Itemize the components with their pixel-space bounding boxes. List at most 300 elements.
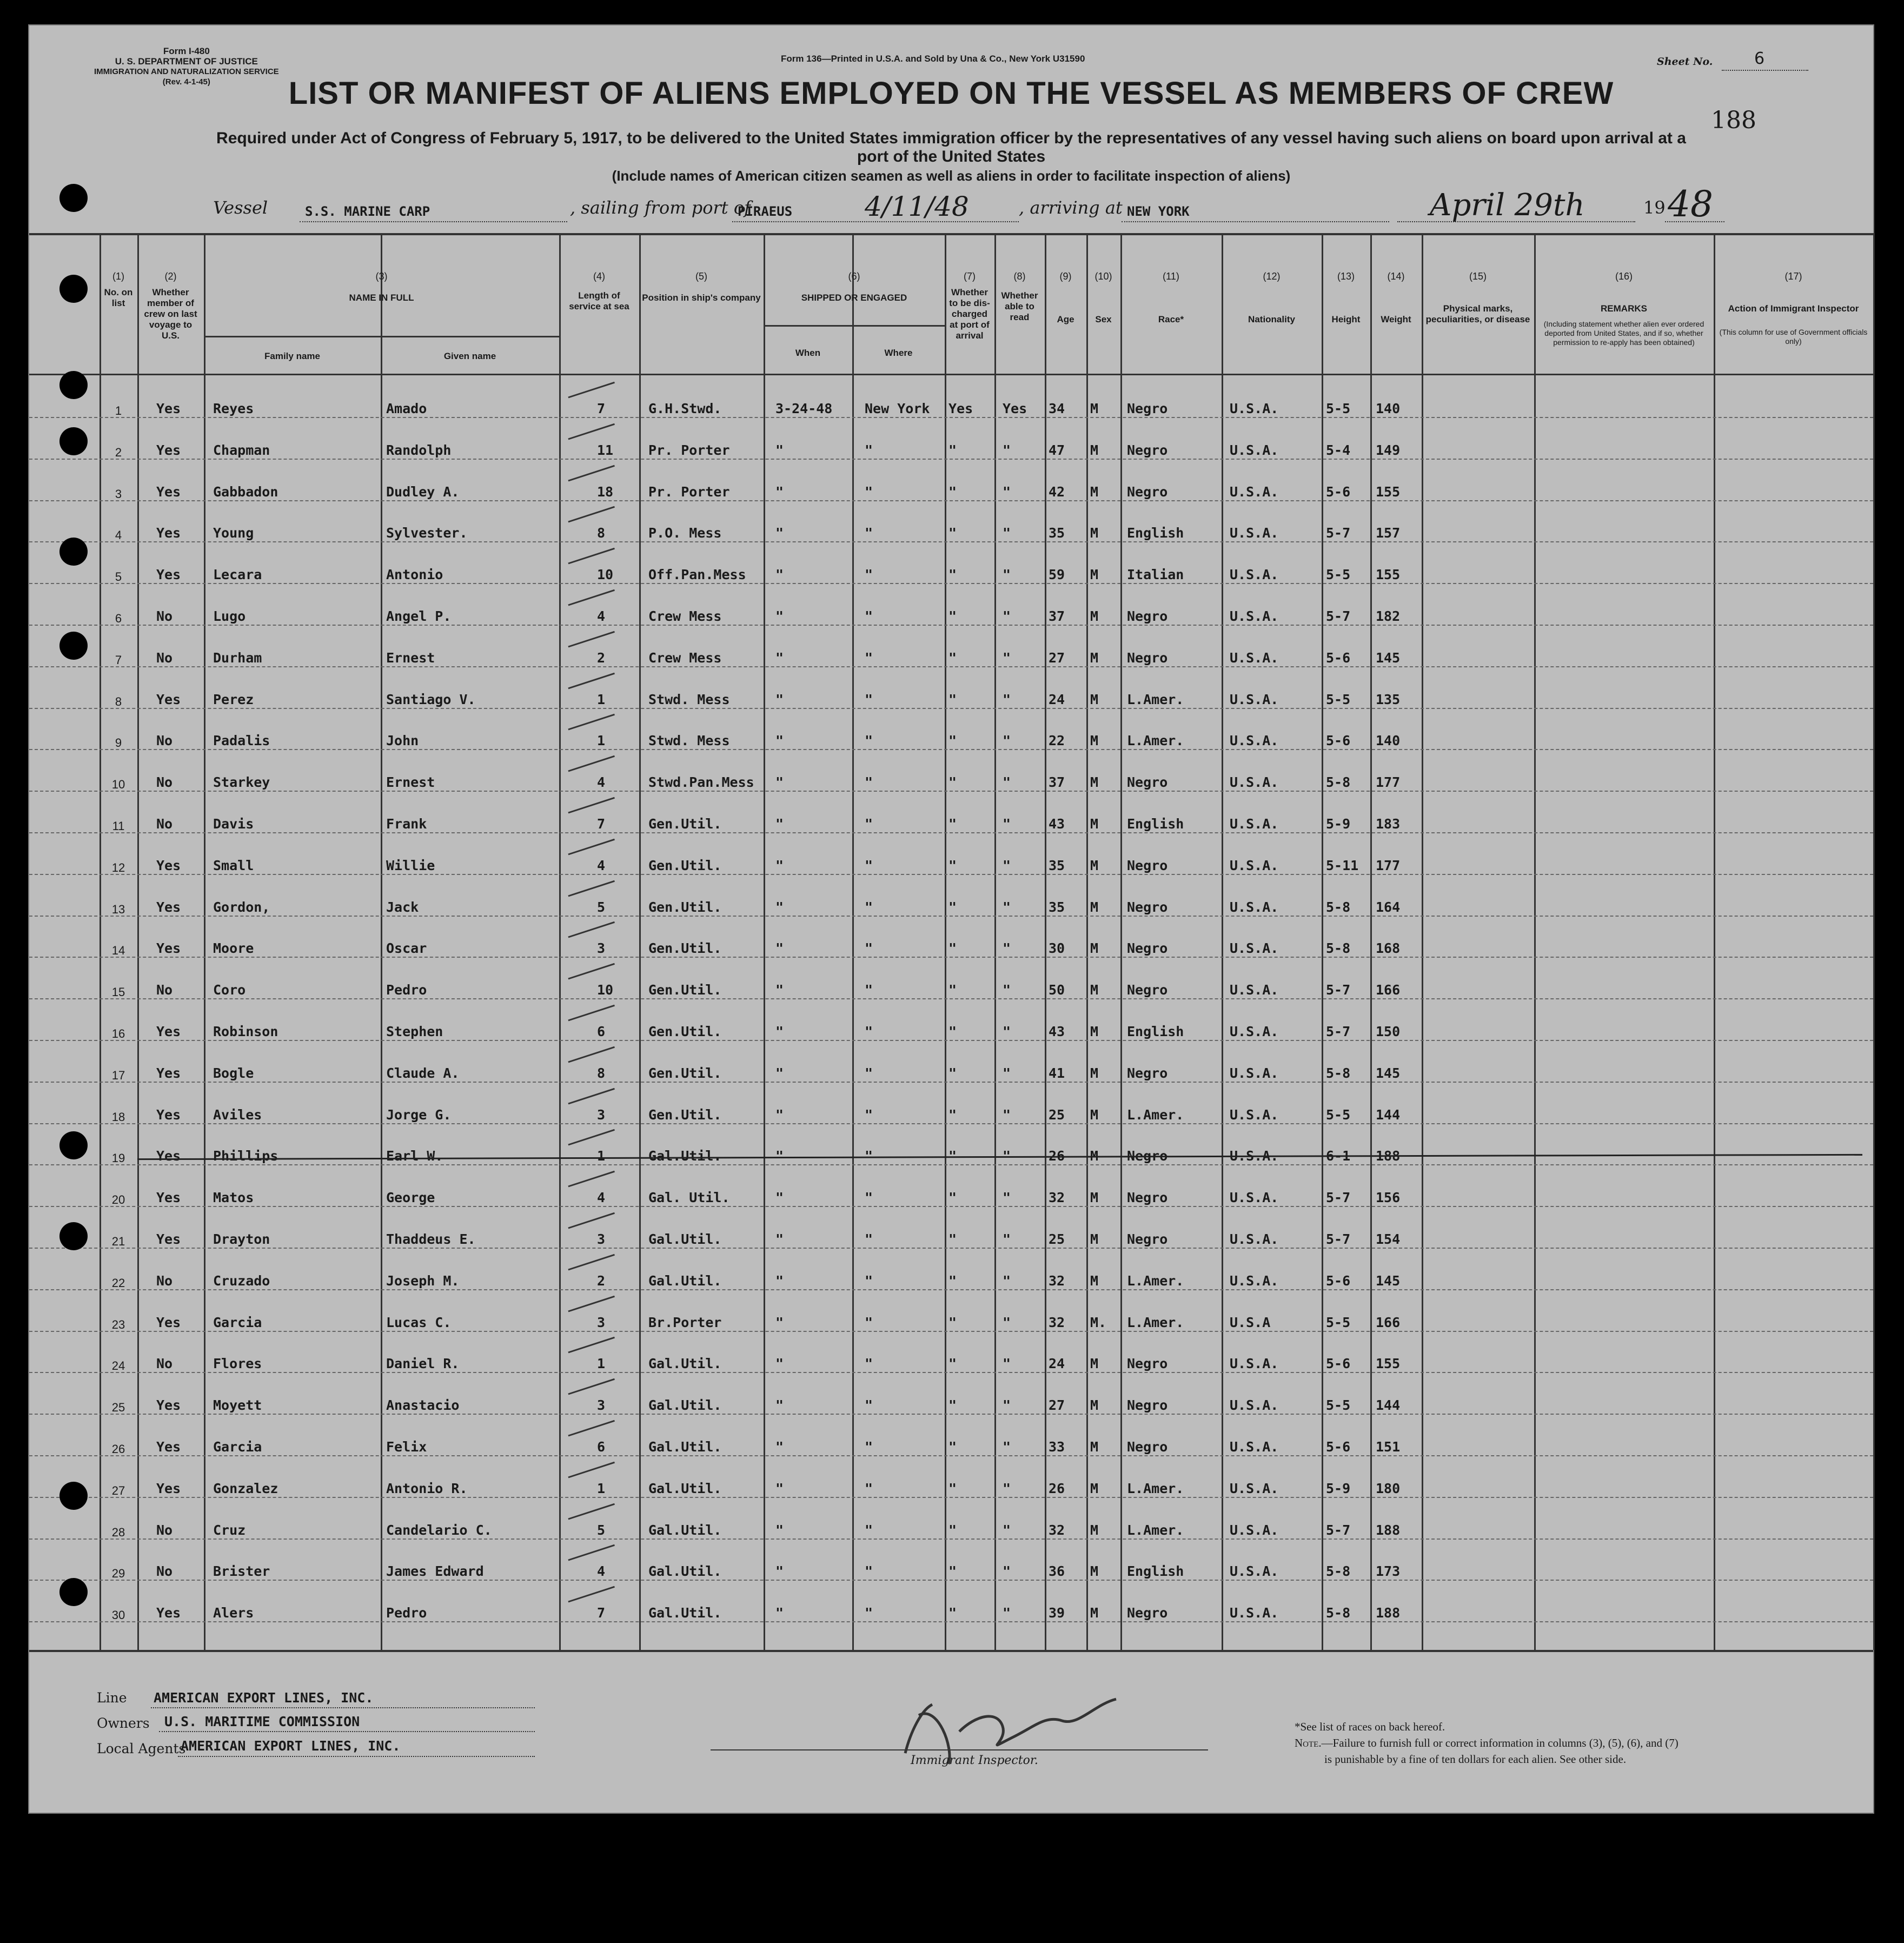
- table-row: [29, 634, 1873, 675]
- cell-weight: 157: [1376, 525, 1401, 541]
- cell-weight: 188: [1376, 1522, 1401, 1538]
- cell-nat: U.S.A.: [1230, 816, 1279, 832]
- cell-age: 30: [1049, 940, 1065, 957]
- cell-where: ": [865, 1190, 873, 1206]
- cell-family: Reyes: [213, 401, 254, 416]
- table-row: [29, 1091, 1873, 1132]
- cell-race: English: [1127, 525, 1184, 541]
- cell-family: Flores: [213, 1356, 262, 1372]
- cell-disch: ": [948, 1231, 957, 1247]
- row-number: 21: [111, 1235, 125, 1248]
- cell-where: New York: [865, 401, 930, 416]
- department-name: U. S. DEPARTMENT OF JUSTICE: [115, 56, 258, 67]
- cell-race: Negro: [1127, 1605, 1168, 1621]
- cell-when: ": [775, 1356, 784, 1372]
- cell-disch: ": [948, 857, 957, 873]
- cell-sex: M: [1090, 774, 1099, 791]
- cell-age: 43: [1049, 1024, 1065, 1039]
- arrival-date-line: [1397, 221, 1635, 222]
- cell-given: Pedro: [386, 982, 427, 998]
- cell-nat: U.S.A.: [1230, 442, 1279, 458]
- cell-read: ": [1003, 1605, 1011, 1621]
- cell-read: ": [1003, 940, 1011, 957]
- cell-race: Negro: [1127, 1439, 1168, 1455]
- table-row: [29, 841, 1873, 883]
- cell-given: Jack: [386, 899, 419, 915]
- cell-read: ": [1003, 1480, 1011, 1496]
- column-header: Height: [1331, 314, 1361, 324]
- column-header: Physical marks, peculiarities, or disease: [1425, 303, 1530, 324]
- crew-table: [29, 233, 1873, 1650]
- cell-weight: 140: [1376, 733, 1401, 749]
- cell-height: 5-5: [1326, 1397, 1351, 1414]
- port-from-line: [732, 221, 1019, 222]
- cell-disch: ": [948, 1106, 957, 1123]
- row-number: 10: [111, 778, 125, 792]
- cell-read: ": [1003, 567, 1011, 583]
- table-bottom-rule: [29, 1650, 1873, 1652]
- cell-last: No: [156, 774, 173, 791]
- punch-hole: [59, 1482, 88, 1510]
- cell-given: Santiago V.: [386, 691, 476, 707]
- cell-family: Moore: [213, 940, 254, 957]
- cell-race: Negro: [1127, 1231, 1168, 1247]
- cell-age: 32: [1049, 1272, 1065, 1289]
- cell-disch: ": [948, 1314, 957, 1330]
- table-row: [29, 1173, 1873, 1215]
- remarks-note: (Including statement whether alien ever ordered deported from United States, and if so, whether permission to re-apply has been obtained): [1543, 320, 1704, 347]
- check-tick: [568, 1087, 618, 1115]
- cell-height: 5-5: [1326, 1106, 1351, 1123]
- table-row: [29, 551, 1873, 592]
- cell-when: ": [775, 1563, 784, 1580]
- cell-age: 34: [1049, 401, 1065, 416]
- cell-disch: ": [948, 442, 957, 458]
- cell-sex: M: [1090, 1439, 1099, 1455]
- cell-position: Br.Porter: [648, 1314, 722, 1330]
- row-number: 23: [111, 1317, 125, 1331]
- cell-family: Garcia: [213, 1439, 262, 1455]
- cell-sex: M: [1090, 1065, 1099, 1081]
- cell-read: ": [1003, 525, 1011, 541]
- column-header: Position in ship's company: [642, 293, 761, 303]
- cell-age: 50: [1049, 982, 1065, 998]
- cell-read: ": [1003, 1397, 1011, 1414]
- cell-sex: M: [1090, 899, 1099, 915]
- sheet-number-line: [1722, 70, 1808, 71]
- cell-age: 43: [1049, 816, 1065, 832]
- cell-position: Crew Mess: [648, 649, 722, 666]
- cell-when: ": [775, 1397, 784, 1414]
- cell-where: ": [865, 608, 873, 624]
- cell-where: ": [865, 899, 873, 915]
- line-label: Line: [97, 1690, 127, 1706]
- agents-value: AMERICAN EXPORT LINES, INC.: [181, 1738, 401, 1754]
- table-row: [29, 509, 1873, 551]
- cell-service: 2: [597, 1272, 606, 1289]
- cell-height: 5-7: [1326, 1231, 1351, 1247]
- cell-last: Yes: [156, 857, 181, 873]
- cell-age: 39: [1049, 1605, 1065, 1621]
- vessel-line: [300, 221, 567, 222]
- table-row: [29, 1339, 1873, 1381]
- cell-given: Claude A.: [386, 1065, 460, 1081]
- cell-age: 59: [1049, 567, 1065, 583]
- cell-position: Gal.Util.: [648, 1272, 722, 1289]
- row-number: 25: [111, 1401, 125, 1415]
- cell-last: Yes: [156, 1231, 181, 1247]
- cell-weight: 140: [1376, 401, 1401, 416]
- cell-given: Daniel R.: [386, 1356, 460, 1372]
- cell-weight: 154: [1376, 1231, 1401, 1247]
- column-header: NAME IN FULL: [349, 293, 414, 303]
- cell-family: Padalis: [213, 733, 270, 749]
- table-row: [29, 592, 1873, 634]
- cell-read: ": [1003, 774, 1011, 791]
- cell-last: No: [156, 649, 173, 666]
- cell-when: ": [775, 1605, 784, 1621]
- page-stamp: 188: [1711, 107, 1756, 134]
- cell-service: 8: [597, 1065, 606, 1081]
- cell-read: ": [1003, 483, 1011, 500]
- cell-read: ": [1003, 1563, 1011, 1580]
- cell-height: 5-5: [1326, 691, 1351, 707]
- cell-when: ": [775, 1480, 784, 1496]
- cell-read: ": [1003, 1106, 1011, 1123]
- cell-nat: U.S.A.: [1230, 733, 1279, 749]
- penalty-note: [1295, 1735, 1679, 1750]
- cell-weight: 149: [1376, 442, 1401, 458]
- cell-race: Negro: [1127, 1065, 1168, 1081]
- cell-weight: 145: [1376, 649, 1401, 666]
- cell-nat: U.S.A.: [1230, 525, 1279, 541]
- cell-service: 3: [597, 940, 606, 957]
- cell-height: 5-8: [1326, 940, 1351, 957]
- cell-disch: ": [948, 899, 957, 915]
- cell-last: Yes: [156, 1480, 181, 1496]
- cell-position: Gen.Util.: [648, 940, 722, 957]
- cell-race: L.Amer.: [1127, 691, 1184, 707]
- cell-read: ": [1003, 1148, 1011, 1164]
- row-number: 15: [111, 985, 125, 999]
- cell-when: ": [775, 567, 784, 583]
- cell-disch: Yes: [948, 401, 973, 416]
- cell-height: 5-5: [1326, 1314, 1351, 1330]
- inspector-note: (This column for use of Government officials only): [1719, 328, 1868, 346]
- cell-family: Brister: [213, 1563, 270, 1580]
- cell-given: Randolph: [386, 442, 452, 458]
- cell-service: 1: [597, 691, 606, 707]
- form-revision: (Rev. 4-1-45): [162, 77, 210, 87]
- cell-sex: M: [1090, 982, 1099, 998]
- cell-service: 3: [597, 1231, 606, 1247]
- cell-position: Gen.Util.: [648, 1065, 722, 1081]
- cell-race: Italian: [1127, 567, 1184, 583]
- row-number: 27: [111, 1483, 125, 1497]
- race-note: *See list of races on back hereof.: [1295, 1720, 1445, 1733]
- cell-sex: M: [1090, 1231, 1099, 1247]
- table-row: [29, 1257, 1873, 1298]
- cell-weight: 166: [1376, 1314, 1401, 1330]
- cell-disch: ": [948, 525, 957, 541]
- cell-given: Frank: [386, 816, 427, 832]
- check-tick: [568, 839, 618, 866]
- cell-weight: 188: [1376, 1148, 1401, 1164]
- table-row: [29, 1506, 1873, 1548]
- cell-service: 4: [597, 608, 606, 624]
- cell-age: 22: [1049, 733, 1065, 749]
- cell-disch: ": [948, 1356, 957, 1372]
- cell-disch: ": [948, 1065, 957, 1081]
- cell-when: ": [775, 857, 784, 873]
- cell-read: ": [1003, 442, 1011, 458]
- cell-position: Gal.Util.: [648, 1605, 722, 1621]
- cell-height: 5-8: [1326, 1065, 1351, 1081]
- cell-race: L.Amer.: [1127, 1106, 1184, 1123]
- column-header: REMARKS: [1601, 303, 1647, 314]
- cell-family: Matos: [213, 1190, 254, 1206]
- cell-where: ": [865, 442, 873, 458]
- cell-position: Gal.Util.: [648, 1356, 722, 1372]
- check-tick: [568, 589, 618, 616]
- cell-family: Bogle: [213, 1065, 254, 1081]
- requirement-line-1: Required under Act of Congress of February 5, 1917, to be delivered to the United States immigration officer by the representatives of any vessel having such aliens on board upon arrival at a: [216, 129, 1686, 147]
- cell-age: 25: [1049, 1106, 1065, 1123]
- cell-height: 5-9: [1326, 1480, 1351, 1496]
- cell-when: ": [775, 1272, 784, 1289]
- cell-sex: M: [1090, 1356, 1099, 1372]
- agents-label: Local Agents: [97, 1741, 186, 1756]
- cell-sex: M: [1090, 525, 1099, 541]
- cell-disch: ": [948, 982, 957, 998]
- cell-age: 26: [1049, 1148, 1065, 1164]
- cell-weight: 177: [1376, 774, 1401, 791]
- cell-last: Yes: [156, 1439, 181, 1455]
- sheet-number: 6: [1754, 49, 1765, 68]
- cell-when: ": [775, 1522, 784, 1538]
- column-header: SHIPPED OR ENGAGED: [801, 293, 907, 303]
- check-tick: [568, 1254, 618, 1281]
- cell-disch: ": [948, 1605, 957, 1621]
- cell-last: No: [156, 1356, 173, 1372]
- check-tick: [568, 672, 618, 699]
- cell-given: Sylvester.: [386, 525, 468, 541]
- line-value: AMERICAN EXPORT LINES, INC.: [154, 1690, 374, 1706]
- cell-height: 6-1: [1326, 1148, 1351, 1164]
- cell-weight: 166: [1376, 982, 1401, 998]
- punch-hole: [59, 1578, 88, 1606]
- column-header: Race*: [1158, 314, 1184, 324]
- cell-height: 5-7: [1326, 1522, 1351, 1538]
- cell-age: 32: [1049, 1314, 1065, 1330]
- cell-where: ": [865, 691, 873, 707]
- cell-given: Ernest: [386, 649, 435, 666]
- cell-disch: ": [948, 1480, 957, 1496]
- cell-last: No: [156, 1272, 173, 1289]
- column-number: (13): [1337, 271, 1355, 282]
- table-row: [29, 1589, 1873, 1630]
- check-tick: [568, 382, 618, 409]
- row-number: 7: [115, 653, 122, 667]
- cell-when: ": [775, 1439, 784, 1455]
- cell-height: 5-6: [1326, 483, 1351, 500]
- cell-weight: 145: [1376, 1272, 1401, 1289]
- column-number: (15): [1469, 271, 1487, 282]
- cell-race: English: [1127, 1024, 1184, 1039]
- cell-service: 11: [597, 442, 614, 458]
- column-number: (5): [695, 271, 707, 282]
- cell-sex: M: [1090, 1522, 1099, 1538]
- table-row: [29, 468, 1873, 509]
- cell-when: ": [775, 1231, 784, 1247]
- column-header: Nationality: [1248, 314, 1295, 324]
- port-from: PIRAEUS: [738, 204, 793, 219]
- cell-sex: M: [1090, 1190, 1099, 1206]
- cell-given: Oscar: [386, 940, 427, 957]
- cell-weight: 182: [1376, 608, 1401, 624]
- cell-sex: M: [1090, 1106, 1099, 1123]
- cell-when: ": [775, 1148, 784, 1164]
- column-number: (9): [1059, 271, 1072, 282]
- cell-age: 25: [1049, 1231, 1065, 1247]
- cell-nat: U.S.A.: [1230, 649, 1279, 666]
- cell-sex: M: [1090, 1605, 1099, 1621]
- cell-service: 10: [597, 982, 614, 998]
- punch-hole: [59, 184, 88, 212]
- cell-sex: M: [1090, 442, 1099, 458]
- cell-service: 18: [597, 483, 614, 500]
- cell-service: 4: [597, 1563, 606, 1580]
- when-header: When: [795, 348, 821, 358]
- cell-family: Davis: [213, 816, 254, 832]
- cell-position: Off.Pan.Mess: [648, 567, 746, 583]
- cell-last: No: [156, 1522, 173, 1538]
- cell-when: ": [775, 525, 784, 541]
- port-to-line: [1122, 221, 1389, 222]
- cell-disch: ": [948, 1272, 957, 1289]
- row-number: 5: [115, 570, 122, 584]
- row-number: 6: [115, 612, 122, 625]
- cell-nat: U.S.A.: [1230, 1106, 1279, 1123]
- cell-disch: ": [948, 733, 957, 749]
- cell-where: ": [865, 1439, 873, 1455]
- cell-height: 5-8: [1326, 1563, 1351, 1580]
- cell-disch: ": [948, 940, 957, 957]
- cell-weight: 155: [1376, 1356, 1401, 1372]
- cell-where: ": [865, 1397, 873, 1414]
- cell-nat: U.S.A.: [1230, 567, 1279, 583]
- cell-disch: ": [948, 816, 957, 832]
- cell-read: ": [1003, 1522, 1011, 1538]
- check-tick: [568, 1503, 618, 1530]
- column-number: (3): [375, 271, 388, 282]
- cell-position: Stwd.Pan.Mess: [648, 774, 754, 791]
- cell-age: 32: [1049, 1522, 1065, 1538]
- cell-last: Yes: [156, 442, 181, 458]
- printer-line: Form 136—Printed in U.S.A. and Sold by Una & Co., New York U31590: [781, 54, 1085, 64]
- cell-race: Negro: [1127, 649, 1168, 666]
- cell-sex: M: [1090, 691, 1099, 707]
- cell-service: 4: [597, 857, 606, 873]
- cell-race: Negro: [1127, 857, 1168, 873]
- year-line: [1665, 221, 1724, 222]
- cell-sex: M: [1090, 816, 1099, 832]
- cell-given: George: [386, 1190, 435, 1206]
- cell-weight: 168: [1376, 940, 1401, 957]
- cell-read: ": [1003, 1065, 1011, 1081]
- cell-race: Negro: [1127, 442, 1168, 458]
- cell-position: Gal.Util.: [648, 1397, 722, 1414]
- row-number: 4: [115, 528, 122, 542]
- shipped-subheader-rule: [764, 325, 945, 327]
- cell-when: ": [775, 1024, 784, 1039]
- cell-weight: 183: [1376, 816, 1401, 832]
- cell-given: Joseph M.: [386, 1272, 460, 1289]
- cell-position: Gal.Util.: [648, 1522, 722, 1538]
- cell-race: Negro: [1127, 401, 1168, 416]
- cell-when: ": [775, 691, 784, 707]
- cell-height: 5-9: [1326, 816, 1351, 832]
- cell-given: John: [386, 733, 419, 749]
- row-number: 9: [115, 736, 122, 750]
- check-tick: [568, 1586, 618, 1613]
- cell-nat: U.S.A.: [1230, 1190, 1279, 1206]
- cell-race: Negro: [1127, 1356, 1168, 1372]
- inspector-label: Immigrant Inspector.: [911, 1754, 1038, 1767]
- cell-age: 47: [1049, 442, 1065, 458]
- cell-disch: ": [948, 1024, 957, 1039]
- cell-nat: U.S.A.: [1230, 899, 1279, 915]
- cell-height: 5-6: [1326, 1439, 1351, 1455]
- manifest-sheet: [28, 24, 1874, 1814]
- cell-service: 4: [597, 774, 606, 791]
- cell-sex: M: [1090, 940, 1099, 957]
- table-row: [29, 1132, 1873, 1173]
- cell-nat: U.S.A.: [1230, 1231, 1279, 1247]
- cell-family: Drayton: [213, 1231, 270, 1247]
- cell-age: 35: [1049, 525, 1065, 541]
- cell-last: Yes: [156, 1106, 181, 1123]
- check-tick: [568, 1005, 618, 1032]
- cell-sex: M: [1090, 1397, 1099, 1414]
- punch-hole: [59, 538, 88, 566]
- column-header: Whether able to read: [1001, 290, 1038, 322]
- cell-sex: M: [1090, 649, 1099, 666]
- cell-age: 24: [1049, 691, 1065, 707]
- cell-weight: 144: [1376, 1106, 1401, 1123]
- check-tick: [568, 1462, 618, 1489]
- column-rule: [1873, 233, 1875, 1650]
- cell-sex: M: [1090, 1563, 1099, 1580]
- cell-height: 5-7: [1326, 1190, 1351, 1206]
- table-row: [29, 1547, 1873, 1589]
- cell-age: 27: [1049, 649, 1065, 666]
- cell-height: 5-5: [1326, 401, 1351, 416]
- column-number: (8): [1013, 271, 1026, 282]
- vessel-label: Vessel: [213, 197, 268, 218]
- row-number: 18: [111, 1110, 125, 1124]
- cell-nat: U.S.A.: [1230, 1605, 1279, 1621]
- cell-last: No: [156, 816, 173, 832]
- arrival-date: April 29th: [1430, 188, 1585, 223]
- cell-height: 5-4: [1326, 442, 1351, 458]
- note-text-2: is punishable by a fine of ten dollars for each alien. See other side.: [1324, 1753, 1627, 1766]
- cell-service: 1: [597, 1148, 606, 1164]
- cell-nat: U.S.A.: [1230, 1522, 1279, 1538]
- cell-age: 41: [1049, 1065, 1065, 1081]
- cell-nat: U.S.A.: [1230, 857, 1279, 873]
- cell-where: ": [865, 982, 873, 998]
